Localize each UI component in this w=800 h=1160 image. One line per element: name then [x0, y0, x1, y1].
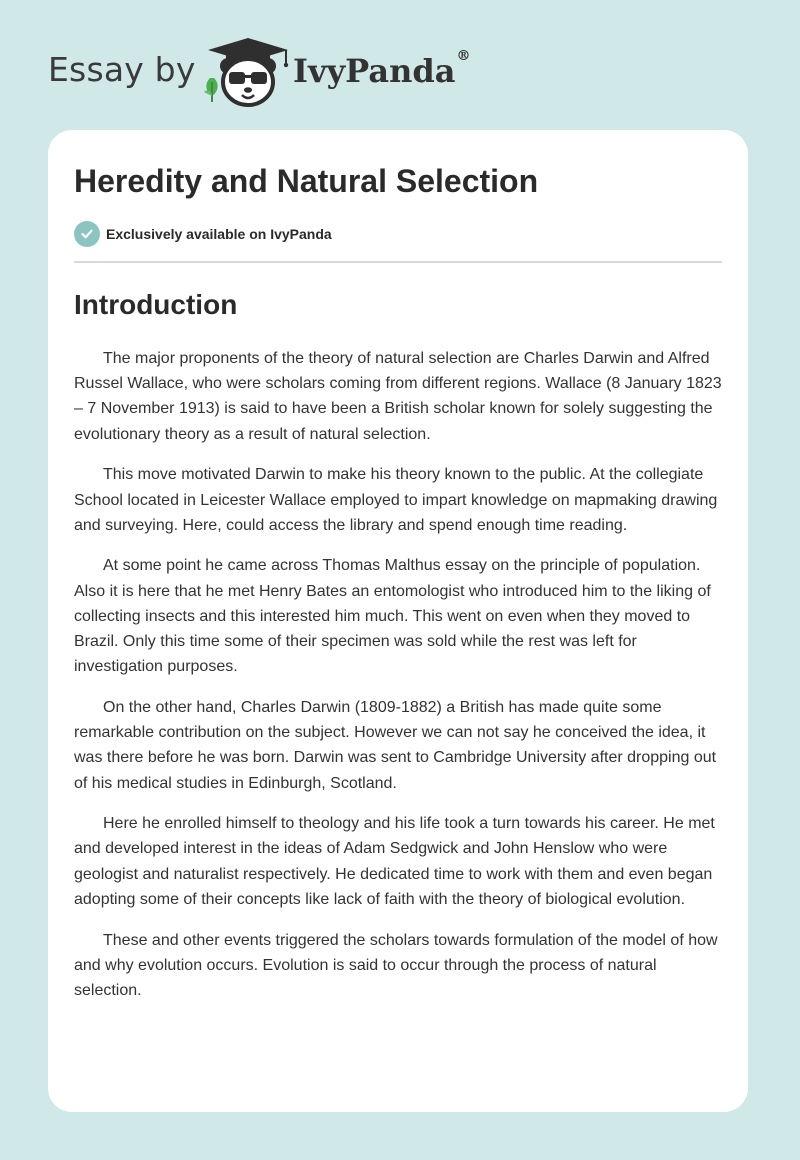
essay-title: Heredity and Natural Selection — [74, 163, 539, 199]
essay-card — [48, 130, 748, 1112]
essay-content — [74, 162, 722, 1019]
brand-name: IvyPanda® — [293, 48, 471, 90]
essay-body — [74, 346, 722, 1003]
exclusive-badge-label: Exclusively available on IvyPanda — [106, 226, 332, 243]
paragraph: On the other hand, Charles Darwin (1809-1882) a British has made quite some remarkable contribution on the subject. However we can not say he conceived the idea, it was there before he was born. Darwin was sent to Cambridge University after dropping out of his medical studies in Edinburgh, Scotland. — [74, 698, 717, 792]
paragraph: At some point he came across Thomas Malthus essay on the principle of population. Also it is here that he met Henry Bates an entomologist who introduced him to the liking of collecting insects and this interested him much. This went on even when they moved to Brazil. Only this time some of their specimen was sold while the rest was left for investigation purposes. — [74, 557, 711, 676]
brand-header[interactable] — [48, 34, 508, 114]
divider — [74, 261, 722, 263]
checkmark-icon — [74, 221, 100, 247]
paragraph: The major proponents of the theory of natural selection are Charles Darwin and Alfred Russel Wallace, who were scholars coming from different regions. Wallace (8 January 1823 – 7 November 1913) is said to have been a British scholar known for solely suggesting the evolutionary theory as a result of natural selection. — [74, 349, 722, 443]
paragraph: Here he enrolled himself to theology and his life took a turn towards his career. He met and developed interest in the ideas of Adam Sedgwick and John Henslow who were geologist and naturalist respectively. He dedicated time to work with them and even began adopting some of their concepts like lack of faith with the theory of biological evolution. — [74, 815, 715, 908]
brand-prefix: Essay by — [48, 50, 196, 89]
paragraph: This move motivated Darwin to make his theory known to the public. At the collegiate School located in Leicester Wallace employed to impart knowledge on mapmaking drawing and surveying. Here, could access the library and spend enough time reading. — [74, 466, 718, 534]
paragraph: These and other events triggered the scholars towards formulation of the model of how and why evolution occurs. Evolution is said to occur through the process of natural selection. — [74, 931, 718, 999]
panda-logo-icon — [202, 34, 294, 110]
exclusive-badge — [74, 221, 722, 247]
registered-mark: ® — [456, 48, 471, 64]
section-heading: Introduction — [74, 289, 238, 321]
